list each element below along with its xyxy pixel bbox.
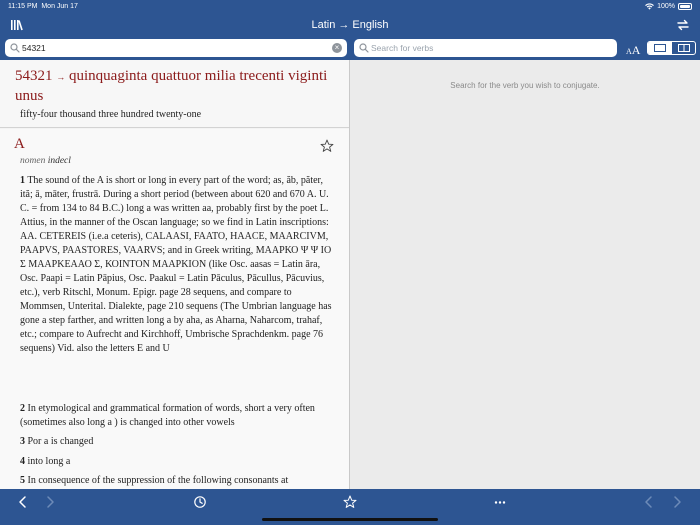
next-entry-chevron-icon[interactable] bbox=[670, 495, 684, 509]
favorite-star-icon[interactable] bbox=[320, 139, 334, 153]
status-bar bbox=[0, 0, 700, 13]
dictionary-search-input[interactable] bbox=[22, 41, 332, 55]
back-chevron-icon[interactable] bbox=[16, 495, 30, 509]
sense-5: 5 In consequence of the suppression of the following consonants at bbox=[20, 475, 289, 486]
split-pane-icon bbox=[672, 42, 696, 54]
dictionary-search-field[interactable] bbox=[5, 39, 347, 57]
search-icon bbox=[10, 43, 20, 53]
number-result-card[interactable] bbox=[0, 60, 349, 128]
more-options-icon[interactable] bbox=[493, 495, 507, 509]
status-right bbox=[645, 3, 692, 10]
dictionary-results-pane bbox=[0, 60, 349, 489]
home-indicator[interactable] bbox=[262, 518, 438, 521]
font-size-button[interactable]: AA bbox=[626, 43, 641, 57]
forward-chevron-icon[interactable] bbox=[43, 495, 57, 509]
sense-2: 2 In etymological and grammatical formation of words, short a very often (sometimes also long a ) is changed into other vowels bbox=[20, 403, 315, 428]
arrow-right-icon: → bbox=[56, 72, 66, 82]
layout-toggle[interactable] bbox=[647, 41, 696, 55]
dictionary-entry bbox=[0, 129, 349, 489]
result-headword: 54321 → quinquaginta quattuor milia trecenti viginti unus bbox=[15, 68, 328, 104]
history-clock-icon[interactable] bbox=[193, 495, 207, 509]
page-title[interactable]: Latin → English bbox=[311, 19, 389, 31]
verb-conjugation-pane bbox=[350, 60, 700, 489]
status-time: 11:15 PM Mon Jun 17 bbox=[8, 3, 78, 10]
single-pane-segment[interactable] bbox=[648, 42, 671, 54]
split-pane-segment[interactable] bbox=[671, 42, 695, 54]
entry-headword: A bbox=[14, 136, 25, 152]
verb-search-field[interactable] bbox=[354, 39, 617, 57]
search-icon bbox=[359, 43, 369, 53]
battery-icon bbox=[678, 3, 692, 10]
favorites-star-icon[interactable] bbox=[343, 495, 357, 509]
clear-search-icon[interactable]: × bbox=[332, 43, 342, 53]
part-of-speech: nomen indecl bbox=[20, 156, 71, 166]
wifi-icon bbox=[645, 3, 654, 10]
verb-search-input[interactable] bbox=[371, 41, 611, 55]
single-pane-icon bbox=[648, 42, 672, 54]
battery-percent: 100% bbox=[657, 3, 675, 10]
sense-3: 3 Por a is changed bbox=[20, 436, 94, 447]
result-translation: fifty-four thousand three hundred twenty-one bbox=[20, 109, 202, 120]
verb-search-hint: Search for the verb you wish to conjugate. bbox=[450, 81, 600, 90]
navigation-bar bbox=[0, 13, 700, 38]
sense-1: 1 The sound of the A is short or long in every part of the word; as, ăb, păter, ită; ā, māter, frustrā. During a short period (between about 620 and 670 A. U. C. = from 134 to 84 B.C.) long a was written aa, probably first by the poet L. Attius, in the manner of the Oscan language; so we find in Latin inscriptions: AA. CETEREIS (i.e.a ceteris), CALAASI, FAATO, HAACE, MAARCIVM, PAAPVS, PAASTORES, VAARVS; and in Greek writing, ΜΑΑΡΚΟ Ψ Ψ ΙΟ Σ ΜΑΑΡΚΕΑΑΟ Σ, ΚΟΙΝΤΟΝ ΜΑΑΡΚΙΟΝ (like Osc. aasas = Latin āra, Osc. Paapi = Latin Pāpius, Osc. Paakul = Latin Pāculus, Pācullus, Pācuvius, etc.), verb Ritschl, Monum. Epigr. page 28 sequens, and compare to Mommsen, Unterital. Dialekte, page 210 sequens (The Umbrian language has gone a step farther, and written long a by aha, as Aharna, Naharcom, trahaf, etc.; compare to Aufrecht and Kirchhoff, Umbrische Sprachdenkm. page 76 sequens) Vid. also the letters E and U bbox=[20, 175, 332, 354]
sense-4: 4 into long a bbox=[20, 456, 71, 467]
previous-entry-chevron-icon[interactable] bbox=[642, 495, 656, 509]
search-row bbox=[0, 38, 700, 60]
swap-icon[interactable] bbox=[676, 19, 690, 31]
